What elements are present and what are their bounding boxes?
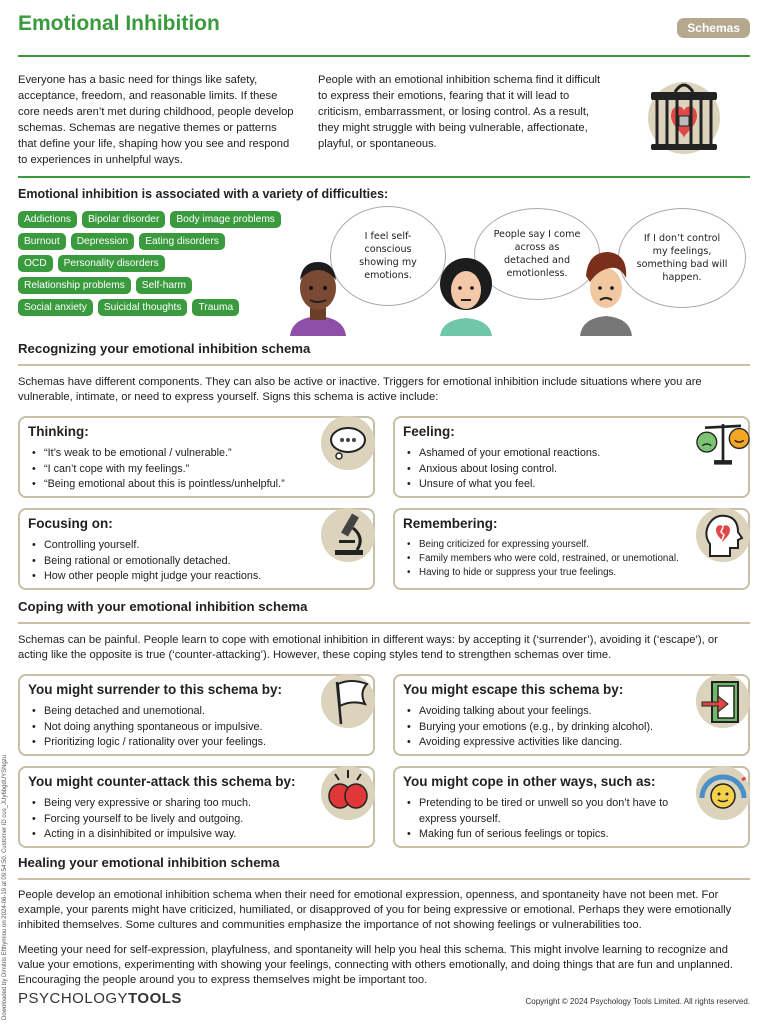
list-item: • Being criticized for expressing yourself. bbox=[405, 538, 679, 552]
emotion-scale-icon bbox=[696, 416, 750, 470]
counter-attack-card bbox=[18, 766, 375, 848]
boxing-gloves-icon bbox=[321, 766, 375, 820]
person-1-illustration bbox=[288, 256, 348, 336]
mood-dial-icon bbox=[696, 766, 750, 820]
section-divider bbox=[18, 364, 750, 366]
counter-attack-list bbox=[30, 796, 251, 843]
page-title: Emotional Inhibition bbox=[18, 12, 220, 35]
surrender-title: You might surrender to this schema by: bbox=[28, 682, 283, 697]
list-item: • Making fun of serious feelings or topics. bbox=[405, 827, 705, 843]
tag-row bbox=[18, 211, 318, 228]
healing-paragraph-1: People develop an emotional inhibition schema when their need for emotional expression, openness, and spontaneity have not been met. For example, your parents might have criticized, humiliated, or disapproved of you for being expressive or emotional. Perhaps they were emotionally inhibited themselves. Some cultures and communities emphasize the importance of not showing feelings or vulnerabilities too. bbox=[18, 889, 732, 931]
list-item: • “I can’t cope with my feelings.” bbox=[30, 462, 285, 478]
focusing-list bbox=[30, 538, 261, 585]
surrender-card bbox=[18, 674, 375, 756]
caged-heart-icon bbox=[645, 76, 723, 156]
person-2-illustration bbox=[436, 256, 496, 336]
list-item: • “Being emotional about this is pointless/unhelpful.” bbox=[30, 477, 285, 493]
tag-row bbox=[18, 277, 318, 294]
intro-right: People with an emotional inhibition schema find it difficult to express their emotions, fearing that it will lead to criticism, embarrassment, or losing control. As a result, they might struggle with being vulnerable, affectionate, playful, or spontaneous. bbox=[318, 74, 601, 150]
difficulty-tag: Addictions bbox=[18, 211, 77, 228]
list-item: • Avoiding expressive activities like dancing. bbox=[405, 735, 653, 751]
surrender-list bbox=[30, 704, 266, 751]
other-coping-list bbox=[405, 796, 705, 843]
thought-cloud-icon bbox=[321, 416, 375, 470]
tag-row bbox=[18, 233, 318, 250]
list-item: • Burying your emotions (e.g., by drinking alcohol). bbox=[405, 720, 653, 736]
intro-left: Everyone has a basic need for things like safety, acceptance, freedom, and reasonable limits. If these core needs aren’t met during childhood, people develop schemas. Schemas are negative themes or patterns that define your life, shaping how you see and respond to experiences in unhelpful ways. bbox=[18, 74, 294, 166]
difficulty-tag: Burnout bbox=[18, 233, 66, 250]
healing-heading: Healing your emotional inhibition schema bbox=[18, 855, 280, 870]
list-item: • Having to hide or suppress your true feelings. bbox=[405, 566, 679, 580]
escape-title: You might escape this schema by: bbox=[403, 682, 624, 697]
list-item: • Not doing anything spontaneous or impulsive. bbox=[30, 720, 266, 736]
list-item: • Anxious about losing control. bbox=[405, 462, 600, 478]
section-divider bbox=[18, 622, 750, 624]
list-item: • How other people might judge your reactions. bbox=[30, 569, 261, 585]
download-watermark: Downloaded by Dimitris Efthymiou on 2024-06-19 at 09:54:50. Customer ID cus_JUy6bgdUYSNgzu bbox=[2, 754, 8, 1020]
escape-card bbox=[393, 674, 750, 756]
copyright-notice: Copyright © 2024 Psychology Tools Limited. All rights reserved. bbox=[525, 997, 750, 1006]
list-item: • Ashamed of your emotional reactions. bbox=[405, 446, 600, 462]
tag-row bbox=[18, 255, 318, 272]
remembering-title: Remembering: bbox=[403, 516, 498, 531]
difficulty-tag: Relationship problems bbox=[18, 277, 131, 294]
difficulty-tags bbox=[18, 211, 318, 321]
difficulties-heading: Emotional inhibition is associated with a variety of difficulties: bbox=[18, 187, 389, 201]
thought-text: If I don’t control my feelings, something bad will happen. bbox=[636, 233, 728, 283]
person-3-illustration bbox=[576, 246, 636, 336]
white-flag-icon bbox=[321, 674, 375, 728]
thought-text: People say I come across as detached and emotionless. bbox=[493, 229, 581, 279]
feeling-title: Feeling: bbox=[403, 424, 455, 439]
feeling-list bbox=[405, 446, 600, 493]
remembering-card bbox=[393, 508, 750, 590]
escape-list bbox=[405, 704, 653, 751]
tag-row bbox=[18, 299, 318, 316]
list-item: • Acting in a disinhibited or impulsive way. bbox=[30, 827, 251, 843]
thinking-list bbox=[30, 446, 285, 493]
category-badge: Schemas bbox=[677, 18, 750, 38]
difficulty-tag: Social anxiety bbox=[18, 299, 93, 316]
list-item: • Prioritizing logic / rationality over your feelings. bbox=[30, 735, 266, 751]
intro-divider bbox=[18, 176, 750, 178]
difficulty-tag: Eating disorders bbox=[139, 233, 225, 250]
list-item: • Controlling yourself. bbox=[30, 538, 261, 554]
feeling-card bbox=[393, 416, 750, 498]
difficulty-tag: Self-harm bbox=[136, 277, 192, 294]
remembering-list bbox=[405, 538, 679, 580]
difficulty-tag: OCD bbox=[18, 255, 53, 272]
list-item: • Unsure of what you feel. bbox=[405, 477, 600, 493]
difficulty-tag: Depression bbox=[71, 233, 135, 250]
list-item: • Pretending to be tired or unwell so you don’t have to express yourself. bbox=[405, 796, 705, 827]
list-item: • Being detached and unemotional. bbox=[30, 704, 266, 720]
exit-door-icon bbox=[696, 674, 750, 728]
coping-intro: Schemas can be painful. People learn to cope with emotional inhibition in different ways: by accepting it (‘surrender’), avoiding it (‘escape’), or acting like the opposite is true (‘counter-attacking’). However, these coping styles tend to strengthen schemas over time. bbox=[18, 634, 718, 661]
section-divider bbox=[18, 878, 750, 880]
difficulty-tag: Suicidal thoughts bbox=[98, 299, 188, 316]
difficulty-tag: Personality disorders bbox=[58, 255, 165, 272]
difficulty-tag: Trauma bbox=[192, 299, 239, 316]
other-coping-card bbox=[393, 766, 750, 848]
microscope-icon bbox=[321, 508, 375, 562]
thought-bubble bbox=[618, 208, 746, 308]
healing-paragraph-2: Meeting your need for self-expression, playfulness, and spontaneity will help you heal this schema. This might involve learning to recognize and value your emotions, experimenting with showing your feelings, connecting with others emotionally, and doing things that are fun and unplanned. Encouraging the people around you to express themselves might be important too. bbox=[18, 944, 733, 986]
thinking-card bbox=[18, 416, 375, 498]
list-item: • Avoiding talking about your feelings. bbox=[405, 704, 653, 720]
list-item: • “It’s weak to be emotional / vulnerable.” bbox=[30, 446, 285, 462]
psychology-tools-logo: PSYCHOLOGYTOOLS bbox=[18, 990, 182, 1007]
list-item: • Family members who were cold, restrained, or unemotional. bbox=[405, 552, 679, 566]
thought-text: I feel self-conscious showing my emotions. bbox=[359, 231, 417, 281]
focusing-card bbox=[18, 508, 375, 590]
difficulty-tag: Body image problems bbox=[170, 211, 281, 228]
coping-heading: Coping with your emotional inhibition schema bbox=[18, 599, 308, 614]
thinking-title: Thinking: bbox=[28, 424, 89, 439]
counter-attack-title: You might counter-attack this schema by: bbox=[28, 774, 296, 789]
difficulty-tag: Bipolar disorder bbox=[82, 211, 165, 228]
other-coping-title: You might cope in other ways, such as: bbox=[403, 774, 656, 789]
header-divider bbox=[18, 55, 750, 57]
head-broken-heart-icon bbox=[696, 508, 750, 562]
recognizing-heading: Recognizing your emotional inhibition schema bbox=[18, 341, 311, 356]
list-item: • Forcing yourself to be lively and outgoing. bbox=[30, 812, 251, 828]
list-item: • Being very expressive or sharing too much. bbox=[30, 796, 251, 812]
focusing-title: Focusing on: bbox=[28, 516, 113, 531]
recognizing-intro: Schemas have different components. They can also be active or inactive. Triggers for emotional inhibition include situations where you are vulnerable, intimate, or need to express yourself. Signs this schema is active include: bbox=[18, 376, 702, 403]
list-item: • Being rational or emotionally detached. bbox=[30, 554, 261, 570]
